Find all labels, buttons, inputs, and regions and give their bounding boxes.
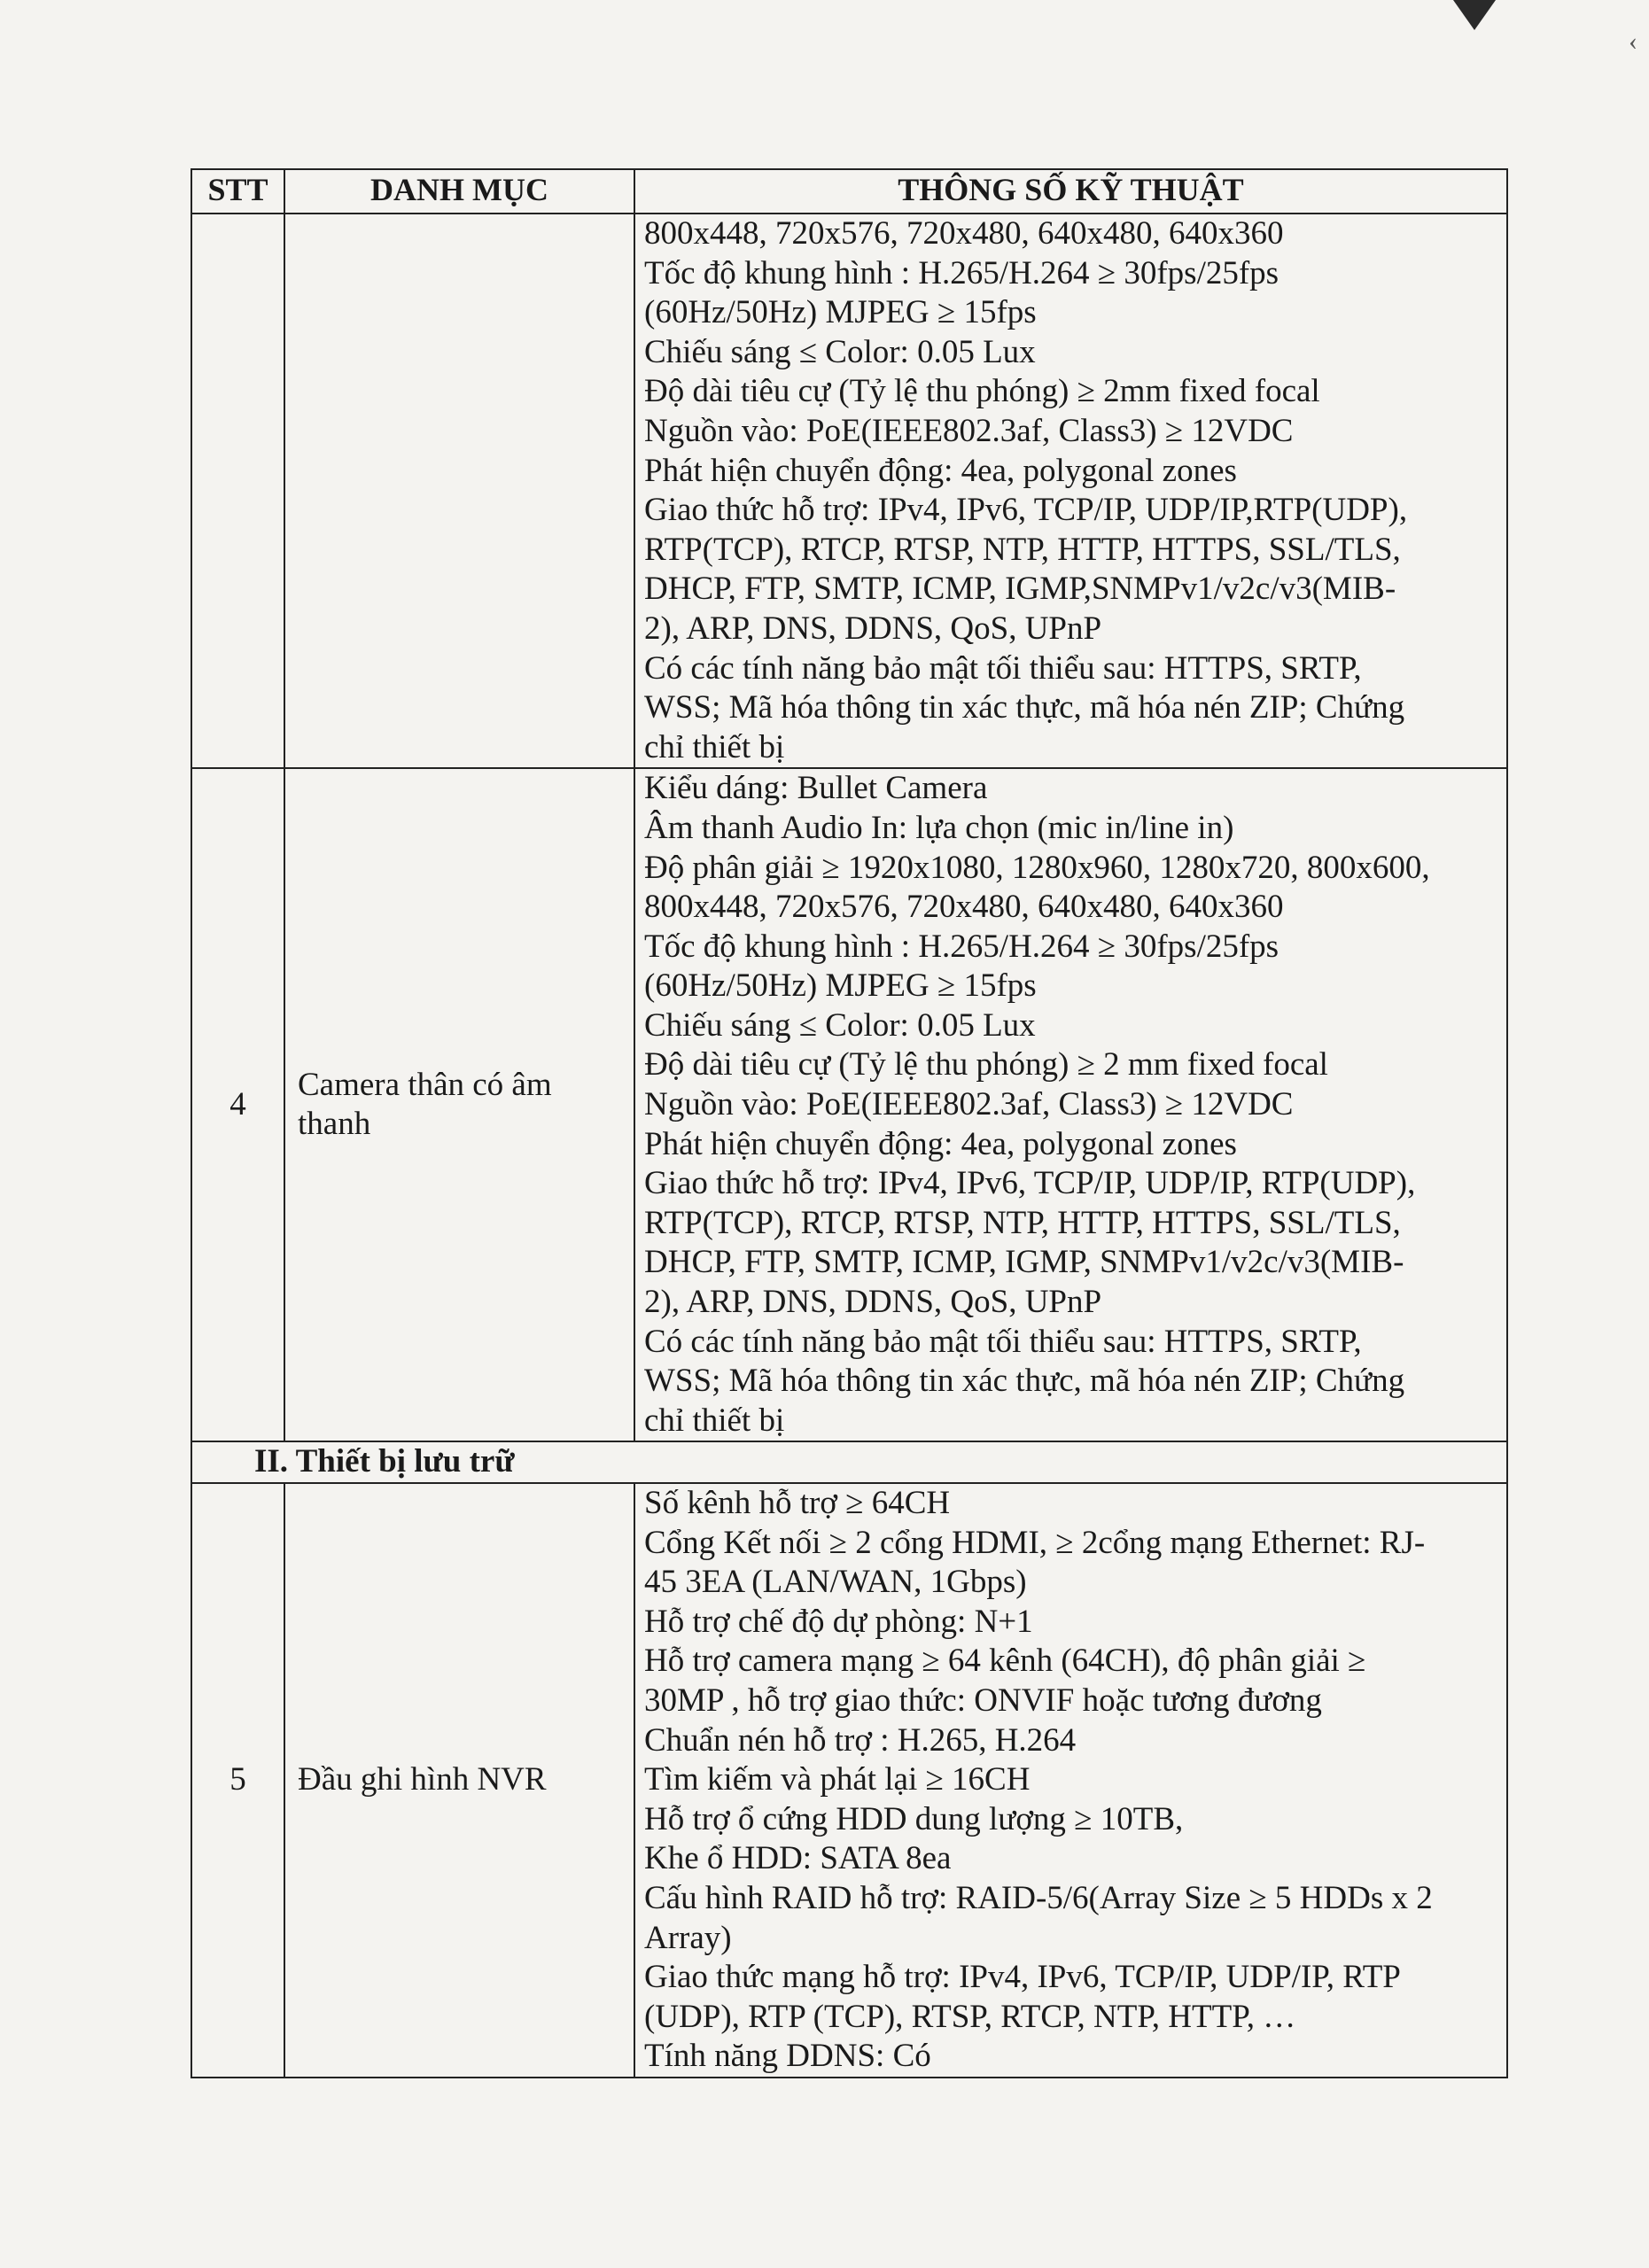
spec-line: Hỗ trợ chế độ dự phòng: N+1 — [644, 1603, 1033, 1640]
spec-line: Giao thức mạng hỗ trợ: IPv4, IPv6, TCP/IP, UDP/IP, RTP — [644, 1959, 1401, 1996]
spec-line: Có các tính năng bảo mật tối thiểu sau: HTTPS, SRTP, — [644, 1323, 1362, 1360]
spec-line: (60Hz/50Hz) MJPEG ≥ 15fps — [644, 294, 1037, 331]
spec-line: (UDP), RTP (TCP), RTSP, RTCP, NTP, HTTP, … — [644, 1998, 1296, 2035]
spec-line: Hỗ trợ ổ cứng HDD dung lượng ≥ 10TB, — [644, 1800, 1184, 1837]
spec-line: Chiếu sáng ≤ Color: 0.05 Lux — [644, 1006, 1036, 1044]
spec-line: 2), ARP, DNS, DDNS, QoS, UPnP — [644, 610, 1102, 647]
row-item-name — [284, 214, 634, 768]
section-row — [191, 1441, 1507, 1483]
spec-line: Độ dài tiêu cự (Tỷ lệ thu phóng) ≥ 2mm fixed focal — [644, 373, 1320, 410]
row-number — [191, 214, 284, 768]
spec-line: Độ dài tiêu cự (Tỷ lệ thu phóng) ≥ 2 mm fixed focal — [644, 1046, 1328, 1084]
corner-glyph: ‹ — [1629, 27, 1637, 56]
spec-line: (60Hz/50Hz) MJPEG ≥ 15fps — [644, 967, 1037, 1005]
spec-line: Chiếu sáng ≤ Color: 0.05 Lux — [644, 333, 1036, 370]
spec-line: Tính năng DDNS: Có — [644, 2038, 931, 2075]
spec-line: 45 3EA (LAN/WAN, 1Gbps) — [644, 1564, 1027, 1601]
row-number: 5 — [191, 1483, 284, 2078]
spec-line: Cấu hình RAID hỗ trợ: RAID-5/6(Array Size ≥ 5 HDDs x 2 — [644, 1879, 1433, 1916]
spec-line: Nguồn vào: PoE(IEEE802.3af, Class3) ≥ 12VDC — [644, 1086, 1294, 1123]
row-specs — [634, 214, 1507, 768]
spec-line: WSS; Mã hóa thông tin xác thực, mã hóa nén ZIP; Chứng — [644, 1363, 1405, 1400]
table-body — [191, 214, 1507, 2078]
section-title: II. Thiết bị lưu trữ — [191, 1441, 1507, 1483]
spec-line: Khe ổ HDD: SATA 8ea — [644, 1840, 952, 1877]
spec-table — [191, 168, 1508, 2078]
spec-line: Nguồn vào: PoE(IEEE802.3af, Class3) ≥ 12VDC — [644, 412, 1294, 449]
spec-line: WSS; Mã hóa thông tin xác thực, mã hóa nén ZIP; Chứng — [644, 689, 1405, 726]
header-stt: STT — [191, 169, 284, 214]
spec-line: DHCP, FTP, SMTP, ICMP, IGMP,SNMPv1/v2c/v3(MIB- — [644, 571, 1396, 608]
spec-line: Array) — [644, 1919, 732, 1956]
spec-line: 800x448, 720x576, 720x480, 640x480, 640x360 — [644, 215, 1284, 252]
row-specs — [634, 1483, 1507, 2078]
spec-line: Phát hiện chuyển động: 4ea, polygonal zones — [644, 452, 1237, 489]
row-number: 4 — [191, 768, 284, 1441]
spec-line: 800x448, 720x576, 720x480, 640x480, 640x360 — [644, 889, 1284, 926]
header-thong-so: THÔNG SỐ KỸ THUẬT — [634, 169, 1507, 214]
spec-line: Có các tính năng bảo mật tối thiểu sau: HTTPS, SRTP, — [644, 649, 1362, 687]
header-danh-muc: DANH MỤC — [284, 169, 634, 214]
spec-line: Âm thanh Audio In: lựa chọn (mic in/line in) — [644, 809, 1234, 846]
row-item-name: Đầu ghi hình NVR — [284, 1483, 634, 2078]
table-row — [191, 1483, 1507, 2078]
spec-line: Tốc độ khung hình : H.265/H.264 ≥ 30fps/25fps — [644, 928, 1280, 965]
spec-line: Kiểu dáng: Bullet Camera — [644, 770, 988, 807]
spec-line: 2), ARP, DNS, DDNS, QoS, UPnP — [644, 1284, 1102, 1321]
row-item-name: Camera thân có âm thanh — [284, 768, 634, 1441]
spec-line: chỉ thiết bị — [644, 1402, 785, 1439]
spec-line: Số kênh hỗ trợ ≥ 64CH — [644, 1485, 951, 1521]
header-row — [191, 169, 1507, 214]
spec-line: RTP(TCP), RTCP, RTSP, NTP, HTTP, HTTPS, SSL/TLS, — [644, 1204, 1401, 1241]
spec-line: chỉ thiết bị — [644, 728, 785, 765]
corner-mark — [1453, 0, 1496, 30]
spec-line: Cổng Kết nối ≥ 2 cổng HDMI, ≥ 2cổng mạng Ethernet: RJ- — [644, 1524, 1426, 1561]
spec-line: RTP(TCP), RTCP, RTSP, NTP, HTTP, HTTPS, SSL/TLS, — [644, 531, 1401, 568]
spec-line: Tốc độ khung hình : H.265/H.264 ≥ 30fps/25fps — [644, 254, 1280, 291]
spec-line: Tìm kiếm và phát lại ≥ 16CH — [644, 1761, 1031, 1798]
spec-line: Phát hiện chuyển động: 4ea, polygonal zones — [644, 1125, 1237, 1162]
row-specs — [634, 768, 1507, 1441]
table-row — [191, 214, 1507, 768]
spec-line: Chuẩn nén hỗ trợ : H.265, H.264 — [644, 1721, 1077, 1759]
spec-line: 30MP , hỗ trợ giao thức: ONVIF hoặc tương đương — [644, 1682, 1322, 1719]
table-row — [191, 768, 1507, 1441]
spec-line: DHCP, FTP, SMTP, ICMP, IGMP, SNMPv1/v2c/v3(MIB- — [644, 1244, 1404, 1281]
spec-line: Độ phân giải ≥ 1920x1080, 1280x960, 1280x720, 800x600, — [644, 849, 1430, 886]
spec-line: Hỗ trợ camera mạng ≥ 64 kênh (64CH), độ phân giải ≥ — [644, 1643, 1366, 1680]
spec-line: Giao thức hỗ trợ: IPv4, IPv6, TCP/IP, UDP/IP, RTP(UDP), — [644, 1165, 1416, 1202]
spec-line: Giao thức hỗ trợ: IPv4, IPv6, TCP/IP, UDP/IP,RTP(UDP), — [644, 492, 1408, 529]
